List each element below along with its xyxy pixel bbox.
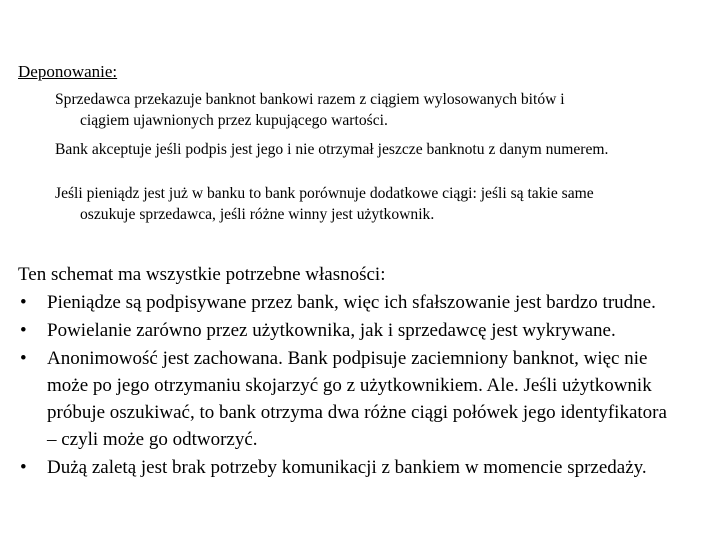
bullet-icon: • [20, 457, 27, 478]
paragraph-line: Jeśli pieniądz jest już w banku to bank porównuje dodatkowe ciągi: jeśli są takie same [55, 185, 594, 202]
bullet-icon: • [20, 348, 27, 369]
bullet-icon: • [20, 292, 27, 313]
bullet-text: – czyli może go odtworzyć. [47, 429, 258, 450]
section-heading: Deponowanie: [18, 62, 118, 81]
bullet-text: Pieniądze są podpisywane przez bank, więc ich sfałszowanie jest bardzo trudne. [47, 292, 656, 313]
bullet-text: Anonimowość jest zachowana. Bank podpisuje zaciemniony banknot, więc nie [47, 348, 648, 369]
paragraph-line: Sprzedawca przekazuje banknot bankowi razem z ciągiem wylosowanych bitów i [55, 91, 565, 108]
paragraph-line: ciągiem ujawnionych przez kupującego wartości. [80, 112, 388, 129]
bullet-text: próbuje oszukiwać, to bank otrzyma dwa różne ciągi połówek jego identyfikatora [47, 402, 667, 423]
paragraph-line: Bank akceptuje jeśli podpis jest jego i nie otrzymał jeszcze banknotu z danym numerem. [55, 141, 609, 158]
bullet-text: może po jego otrzymaniu skojarzyć go z użytkownikiem. Ale. Jeśli użytkownik [47, 375, 652, 396]
bullet-icon: • [20, 320, 27, 341]
paragraph-line: oszukuje sprzedawca, jeśli różne winny jest użytkownik. [80, 206, 435, 223]
summary-intro: Ten schemat ma wszystkie potrzebne własności: [18, 264, 386, 285]
bullet-text: Powielanie zarówno przez użytkownika, jak i sprzedawcę jest wykrywane. [47, 320, 616, 341]
bullet-text: Dużą zaletą jest brak potrzeby komunikacji z bankiem w momencie sprzedaży. [47, 457, 647, 478]
